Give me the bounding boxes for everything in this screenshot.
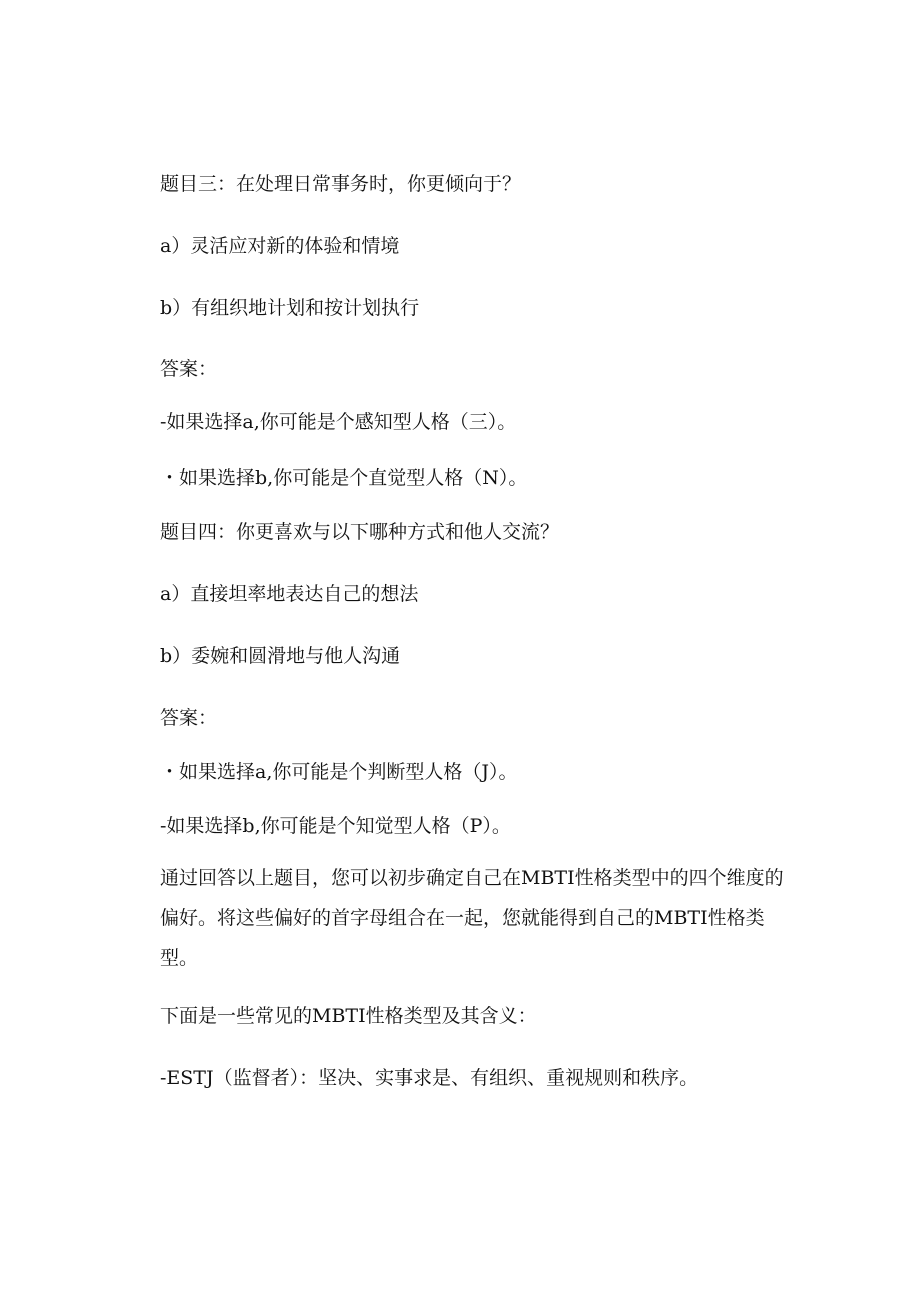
summary-paragraph: 通过回答以上题目，您可以初步确定自己在MBTI性格类型中的四个维度的偏好。将这些偏好的首字母组合在一起，您就能得到自己的MBTI性格类型。 [160,867,784,969]
question-3-answer-b: ・如果选择b,你可能是个直觉型人格（N）。 [160,467,528,489]
question-3-option-a: a）灵活应对新的体验和情境 [160,235,400,257]
question-3-answer-a: -如果选择a,你可能是个感知型人格（三）。 [160,411,517,433]
question-4-answer-b: -如果选择b,你可能是个知觉型人格（P）。 [160,815,511,837]
question-4-title: 题目四：你更喜欢与以下哪种方式和他人交流？ [160,521,560,543]
question-4-option-b: b）委婉和圆滑地与他人沟通 [160,645,401,667]
question-3-option-b: b）有组织地计划和按计划执行 [160,297,420,319]
question-4-answer-label: 答案： [160,707,218,729]
types-intro: 下面是一些常见的MBTI性格类型及其含义： [160,1005,537,1027]
question-3-title: 题目三：在处理日常事务时，你更倾向于？ [160,173,522,195]
question-4-answer-a: ・如果选择a,你可能是个判断型人格（J）。 [160,761,518,783]
type-estj: -ESTJ（监督者）：坚决、实事求是、有组织、重视规则和秩序。 [160,1067,699,1089]
question-3-answer-label: 答案： [160,358,218,380]
question-4-option-a: a）直接坦率地表达自己的想法 [160,583,419,605]
